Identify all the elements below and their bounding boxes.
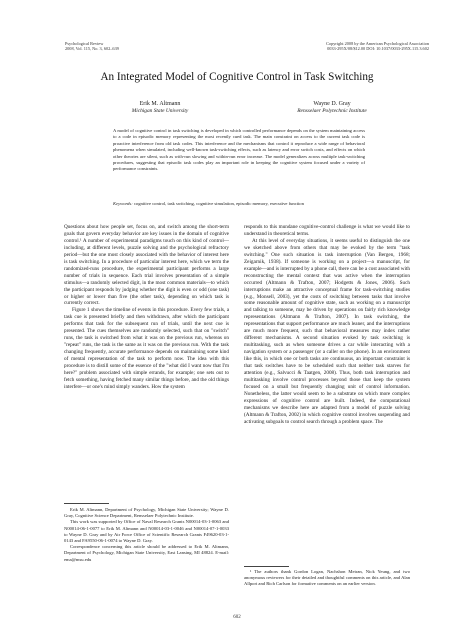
footnote-paragraph: Correspondence concerning this article should be addressed to Erik M. Altmann, Department of Psychology, Michigan State University, East Lansing, MI 48824. E-mail: ema@msu.edu xyxy=(64,544,229,562)
keywords xyxy=(113,201,365,207)
keywords-label: Keywords: xyxy=(113,201,133,206)
journal-name: Psychological Review xyxy=(65,41,104,46)
author-affiliation: Rensselaer Polytechnic Institute xyxy=(297,108,367,114)
footnote xyxy=(244,569,410,588)
footnote-paragraph: Erik M. Altmann, Department of Psychology, Michigan State University; Wayne D. Gray, Cognitive Science Department, Rensselaer Polytechnic Institute. xyxy=(64,507,229,519)
copyright-notice: Copyright 2008 by the American Psychological Association xyxy=(326,41,429,46)
author-affiliation: Michigan State University xyxy=(131,108,189,114)
body-paragraph: Questions about how people set, focus on, and switch among the short-term goals that govern everyday behavior are key issues in the domain of cognitive control.¹ A number of experimental paradigms touch on this kind of control—including, at different levels, puzzle solving and the psychological refractory period—but the one most closely associated with the behavior of interest here is task switching. In a procedure of particular interest here, which we term the randomized-runs procedure, the experimental participant performs a large number of trials in sequence. Each trial involves presentation of a simple stimulus—a randomly selected digit, in the most common materials—to which the participant responds by judging whether the digit is even or odd (one task) or higher or lower than five (the other task), depending on which task is currently correct. xyxy=(64,224,229,307)
footnote-paragraph: ¹ The authors thank Gordon Logan, Nachshon Meiran, Nick Yeung, and two anonymous reviewers for their detailed and thoughtful comments on this article, and Alan Allport and Rich Carlson for formative comments on an earlier version. xyxy=(244,569,410,587)
author-name: Erik M. Altmann xyxy=(139,101,181,107)
footnote-rule xyxy=(244,566,289,567)
author-block xyxy=(90,101,230,115)
page-number: 602 xyxy=(233,615,241,620)
body-column-left xyxy=(64,224,229,391)
keywords-list: cognitive control, task switching, cognitive simulation, episodic memory, executive function xyxy=(133,201,304,206)
running-header-left xyxy=(65,41,119,51)
article-title: An Integrated Model of Cognitive Control in Task Switching xyxy=(100,71,374,83)
author-name: Wayne D. Gray xyxy=(313,101,351,107)
author-note xyxy=(64,507,229,563)
body-paragraph: Figure 1 shows the timeline of events in this procedure. Every few trials, a task cue is presented briefly and then withdrawn, after which the participant performs that task for the subsequent run of trials, until the next cue is presented. The cues themselves are randomly selected, such that on "switch" runs, the task is switched from what it was on the previous run, whereas on "repeat" runs, the task is the same as it was on the previous run. With the task changing frequently, accurate performance depends on maintaining some kind of mental representation of the task to perform now. The idea with this procedure is to distill some of the essence of the "what did I want now that I'm here?" problem associated with simple errands, for example; one sets out to fetch something, having fetched many similar things before, and the old things interfere—or one's mind simply wanders. How the system xyxy=(64,307,229,390)
body-column-right xyxy=(244,224,410,426)
abstract: A model of cognitive control in task switching is developed in which controlled performance depends on the system maintaining access to a code in episodic memory representing the most recently cued task. The main constraint on access to the current task code is proactive interference from old task codes. This interference and the mechanisms that control it reproduce a wide range of behavioral phenomena when simulated, including well-known task-switching effects, such as latency and error switch costs, and effects on which other theories are silent, such as with-run slowing and within-run error increase. The model generalizes across multiple task-switching procedures, suggesting that episodic task codes play an important role in keeping the cognitive system focused under a variety of performance constraints. xyxy=(113,128,365,172)
footnote-paragraph: This work was supported by Office of Naval Research Grants N00014-03-1-0063 and N00014-06-1-0077 to Erik M. Altmann and N00014-03-1-0046 and N00014-07-1-0033 to Wayne D. Gray and by Air Force Office of Scientific Research Grants F49620-03-1-0143 and FA9550-06-1-0074 to Wayne D. Gray. xyxy=(64,519,229,544)
volume-info: 2008, Vol. 115, No. 3, 602–639 xyxy=(65,46,119,52)
body-paragraph: At this level of everyday situations, it seems useful to distinguish the one we sketched above from others that may be evoked by the term "task switching." One such situation is task interruption (Van Bergen, 1968; Zeigarnik, 1938). If someone is working on a project—a manuscript, for example—and is interrupted by a phone call, there can be a cost associated with reconstructing the mental context that was active when the interruption occurred (Altmann & Trafton, 2007; Hodgetts & Jones, 2006). Such interruptions make an attractive conceptual frame for task-switching studies (e.g., Monsell, 2003), yet the costs of switching between tasks that involve some reasonable amount of cognitive state, such as working on a manuscript and talking to someone, may be driven by operations on fairly rich knowledge representations (Altmann & Trafton, 2007). In task switching, the representations that support performance are much leaner, and the interruptions are much more frequent, such that behavioral measures may index rather different mechanisms. A second situation evoked by task switching is multitasking, such as when someone drives a car while interacting with a navigation system or a passenger (or a caller on the phone). In an environment like this, in which one or both tasks are continuous, an important constraint is that task switches have to be scheduled such that neither task starves for attention (e.g., Salvucci & Taatgen, 2008). Thus, both task interruption and multitasking involve control processes beyond those that keep the system focused on a small but frequently changing unit of control information. Nonetheless, the latter would seem to be a substrate on which more complex expressions of cognitive control are built. Indeed, the computational mechanisms we describe here are adapted from a model of puzzle solving (Altmann & Trafton, 2002) in which cognitive control involves suspending and activating subgoals to control search through a problem space. The xyxy=(244,237,410,425)
author-block xyxy=(262,101,402,115)
footnote-rule xyxy=(64,503,109,504)
running-header-right xyxy=(326,41,429,51)
issn-doi: 0033-295X/08/$12.00 DOI: 10.1037/0033-295X.115.3.602 xyxy=(327,46,429,52)
body-paragraph: responds to this mundane cognitive-control challenge is what we would like to understand in theoretical terms. xyxy=(244,224,410,237)
